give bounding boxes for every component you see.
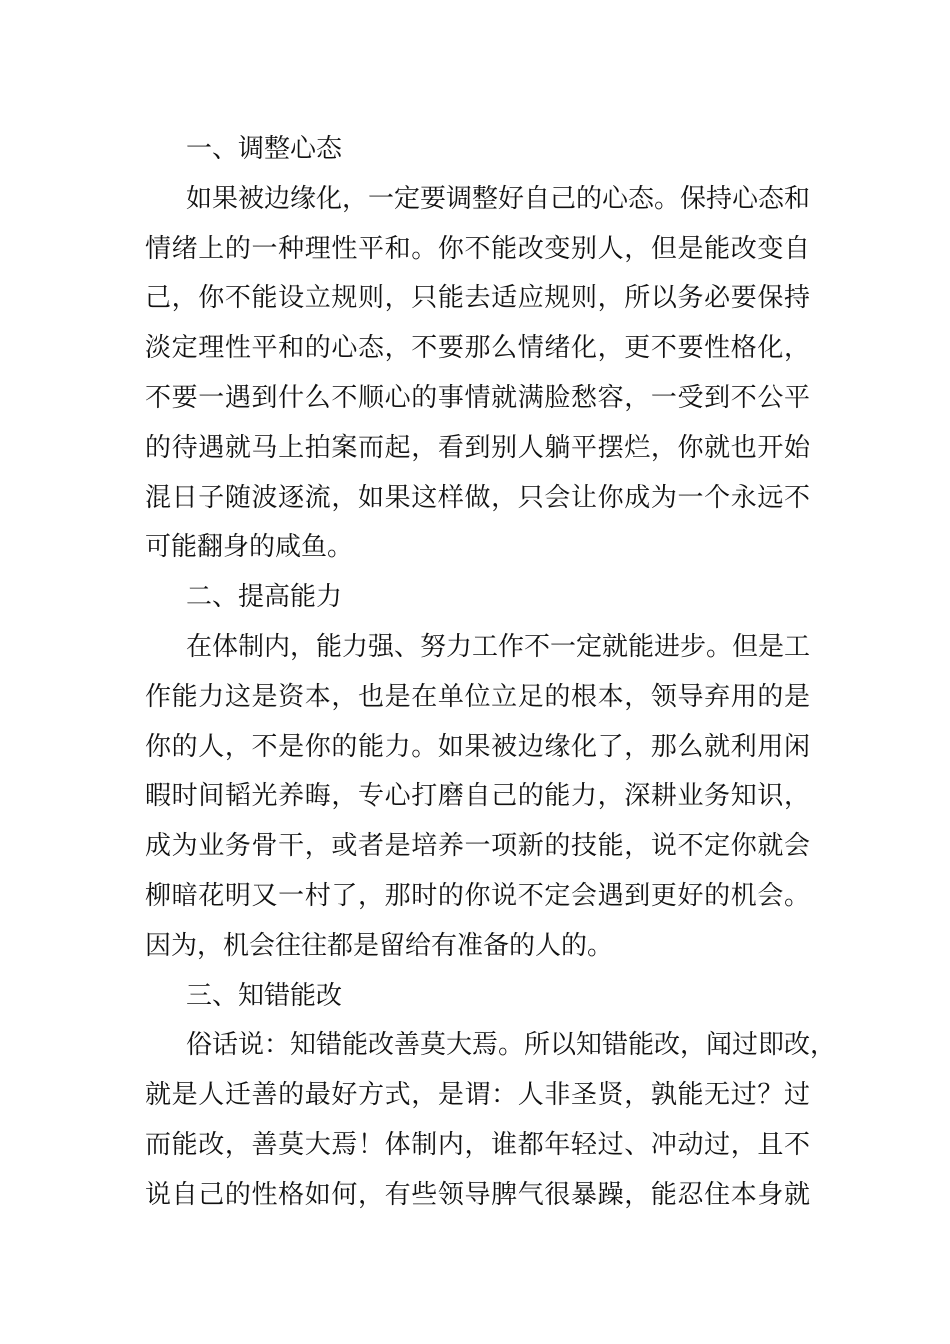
paragraph-line: 在体制内，能力强、努力工作不一定就能进步。但是工 bbox=[186, 631, 811, 662]
section-heading-adjust-mindset: 一、调整心态 bbox=[186, 134, 343, 164]
section-heading-correct-mistakes: 三、知错能改 bbox=[186, 980, 343, 1011]
paragraph-line: 己，你不能设立规则，只能去适应规则，所以务必要保持 bbox=[145, 283, 810, 314]
paragraph-line: 俗话说：知错能改善莫大焉。所以知错能改，闻过即改， bbox=[186, 1030, 837, 1061]
paragraph-line: 就是人迁善的最好方式，是谓：人非圣贤，孰能无过？过 bbox=[145, 1080, 810, 1111]
paragraph-line: 作能力这是资本，也是在单位立足的根本，领导弃用的是 bbox=[145, 681, 810, 712]
paragraph-line: 成为业务骨干，或者是培养一项新的技能，说不定你就会 bbox=[145, 831, 810, 862]
paragraph-line: 情绪上的一种理性平和。你不能改变别人，但是能改变自 bbox=[145, 233, 810, 264]
paragraph-line: 因为，机会往往都是留给有准备的人的。 bbox=[145, 930, 614, 961]
section-paragraph-improve-ability bbox=[145, 623, 810, 972]
paragraph-line: 说自己的性格如何，有些领导脾气很暴躁，能忍住本身就 bbox=[145, 1179, 810, 1210]
paragraph-line: 不要一遇到什么不顺心的事情就满脸愁容，一受到不公平 bbox=[145, 382, 810, 413]
paragraph-line: 的待遇就马上拍案而起，看到别人躺平摆烂，你就也开始 bbox=[145, 432, 810, 463]
paragraph-line: 你的人，不是你的能力。如果被边缘化了，那么就利用闲 bbox=[145, 731, 810, 762]
section-heading-improve-ability: 二、提高能力 bbox=[186, 582, 343, 613]
section-paragraph-adjust-mindset bbox=[145, 175, 810, 573]
section-paragraph-correct-mistakes bbox=[145, 1021, 837, 1220]
paragraph-line: 可能翻身的咸鱼。 bbox=[145, 532, 354, 563]
paragraph-line: 如果被边缘化，一定要调整好自己的心态。保持心态和 bbox=[186, 183, 811, 214]
paragraph-line: 淡定理性平和的心态，不要那么情绪化，更不要性格化， bbox=[145, 333, 810, 364]
paragraph-line: 暇时间韬光养晦，专心打磨自己的能力，深耕业务知识， bbox=[145, 781, 810, 812]
paragraph-line: 混日子随波逐流，如果这样做，只会让你成为一个永远不 bbox=[145, 482, 810, 513]
paragraph-line: 而能改，善莫大焉！体制内，谁都年轻过、冲动过，且不 bbox=[145, 1129, 810, 1160]
document-body bbox=[145, 125, 837, 1221]
paragraph-line: 柳暗花明又一村了，那时的你说不定会遇到更好的机会。 bbox=[145, 880, 810, 911]
